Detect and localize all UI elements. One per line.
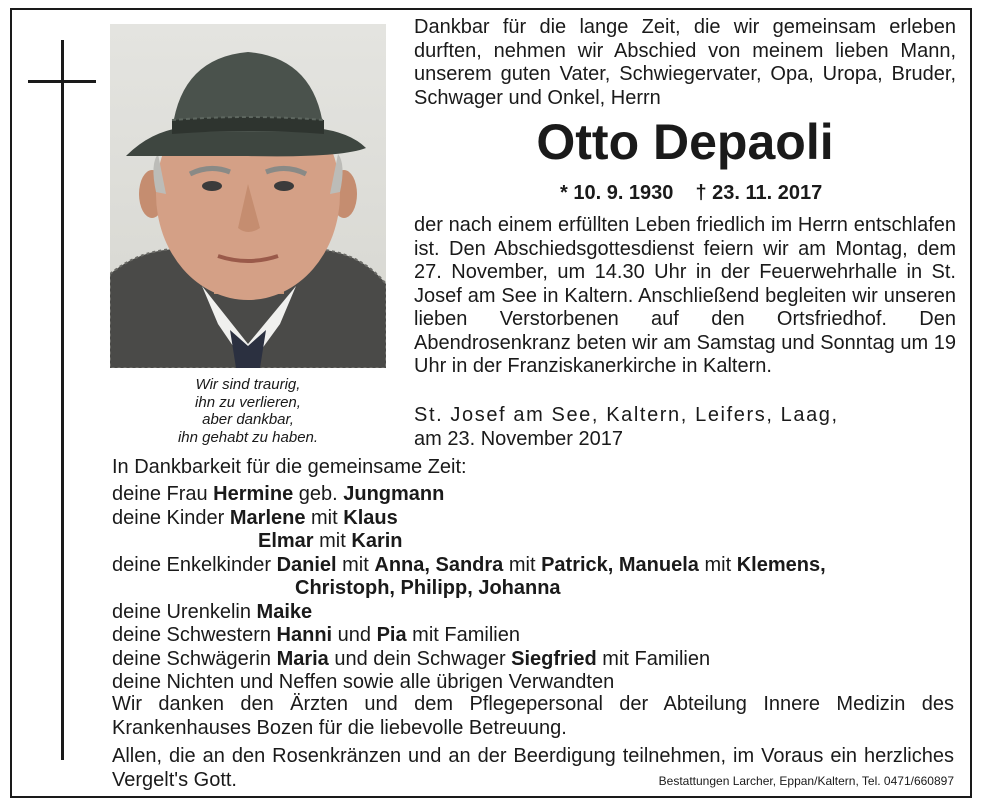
- service-details: der nach einem erfüllten Leben friedlich im Herrn entschlafen ist. Den Abschiedsgottesdienst feiern wir am Montag, dem 27. November, um 14.30 Uhr in der Feuerwehrhalle in St. Josef am See in Kaltern. Anschließend begleiten wir unseren lieben Verstorbenen auf den Ortsfriedhof. Den Abendrosenkranz beten wir am Samstag und Sonntag um 19 Uhr in der Franziskanerkirche in Kaltern.: [414, 214, 956, 377]
- life-dates: [560, 180, 860, 206]
- relative-line-others: deine Nichten und Neffen sowie alle übrigen Verwandten: [112, 671, 615, 693]
- place-line: St. Josef am See, Kaltern, Leifers, Laag,: [414, 404, 839, 426]
- death-date: † 23. 11. 2017: [695, 182, 823, 204]
- closing-thanks-attendees: Allen, die an den Rosenkränzen und an der Beerdigung teilnehmen, im Voraus ein herzliches Vergelt's Gott.: [112, 745, 954, 791]
- relative-line-sisters: deine Schwestern Hanni und Pia mit Familien: [112, 624, 520, 646]
- birth-date: * 10. 9. 1930: [560, 182, 674, 204]
- cross-icon-bar: [28, 80, 96, 83]
- closing-thanks-medical: Wir danken den Ärzten und dem Pflegepersonal der Abteilung Innere Medizin des Krankenhauses Bozen für die liebevolle Betreuung.: [112, 693, 954, 739]
- caption-line: ihn zu verlieren,: [195, 393, 301, 411]
- caption-line: Wir sind traurig,: [195, 376, 301, 393]
- relative-line-wife: deine Frau Hermine geb. Jungmann: [112, 483, 445, 505]
- place-date: [414, 404, 956, 451]
- caption: [110, 376, 386, 446]
- relative-line-children: deine Kinder Marlene mit Klaus: [112, 506, 398, 529]
- relative-line-inlaws: deine Schwägerin Maria und dein Schwager Siegfried mit Familien: [112, 647, 711, 670]
- date-line: am 23. November 2017: [414, 427, 624, 450]
- relative-line-greatgrandchild: deine Urenkelin Maike: [112, 600, 313, 623]
- caption-line: ihn gehabt zu haben.: [177, 428, 319, 446]
- relative-line-grandchildren-2: Christoph, Philipp, Johanna: [295, 577, 561, 599]
- relative-line-children-2: Elmar mit Karin: [258, 530, 403, 552]
- undertaker-info: Bestattungen Larcher, Eppan/Kaltern, Tel. 0471/660897: [658, 774, 954, 788]
- deceased-name: Otto Depaoli: [536, 114, 834, 170]
- relatives-list: [112, 483, 962, 695]
- cross-icon: [61, 40, 64, 760]
- relative-line-grandchildren: deine Enkelkinder Daniel mit Anna, Sandra mit Patrick, Manuela mit Klemens,: [112, 553, 826, 576]
- intro-text: Dankbar für die lange Zeit, die wir gemeinsam erleben durften, nehmen wir Abschied von meinem lieben Mann, unserem guten Vater, Schwiegervater, Opa, Uropa, Bruder, Schwager und Onkel, Herrn: [414, 16, 956, 109]
- thanks-heading: In Dankbarkeit für die gemeinsame Zeit:: [112, 456, 467, 478]
- caption-line: aber dankbar,: [202, 411, 294, 428]
- portrait-photo: [110, 24, 386, 368]
